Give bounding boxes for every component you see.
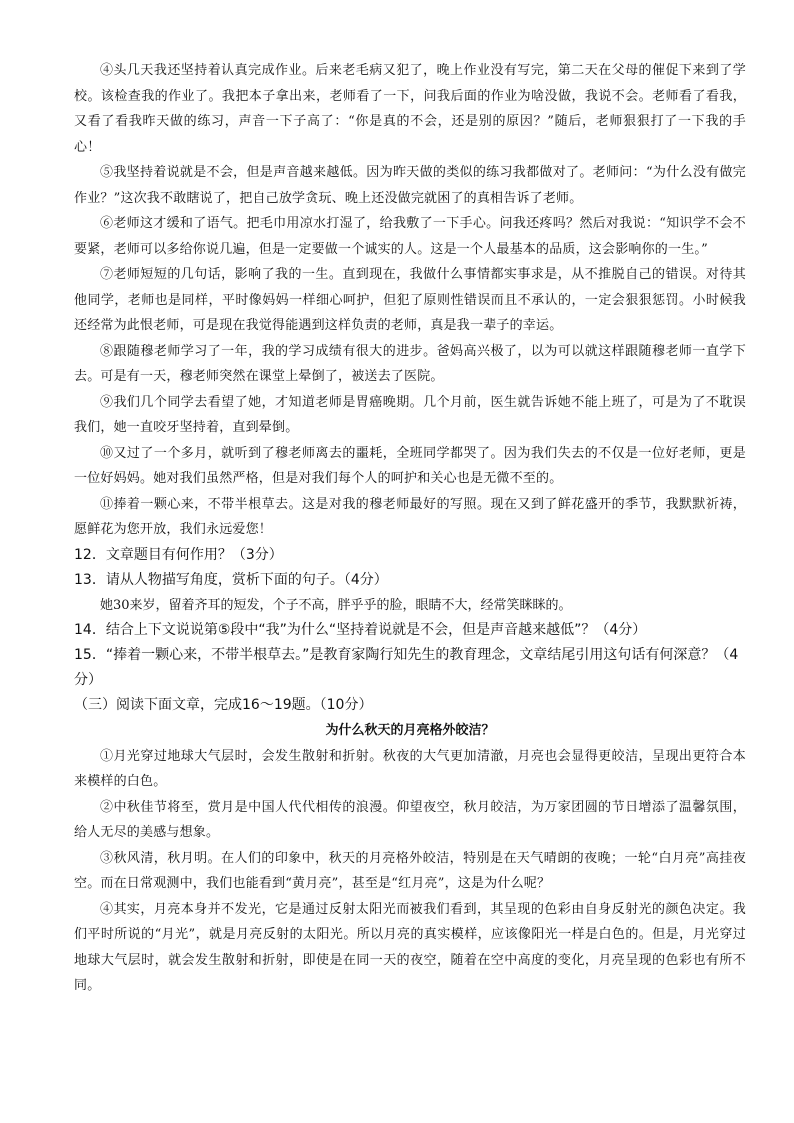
reading-passage xyxy=(74,58,746,543)
question-list xyxy=(74,543,746,693)
section-3-heading: （三）阅读下面文章，完成16～19题。（10分） xyxy=(74,696,373,713)
article-paragraph-1: ①月光穿过地球大气层时，会发生散射和折射。秋夜的大气更加清澈，月亮也会显得更皎洁，呈现出更符合本来模样的白色。 xyxy=(74,748,746,789)
section-3 xyxy=(74,693,746,999)
paragraph-7: ⑦老师短短的几句话，影响了我的一生。直到现在，我做什么事情都实事求是，从不推脱自己的错误。对待其他同学，老师也是同样，平时像妈妈一样细心呵护，但犯了原则性错误而且不承认的，一定会狠狠惩罚。小时候我还经常为此恨老师，可是现在我觉得能遇到这样负责的老师，真是我一辈子的幸运。 xyxy=(74,267,746,333)
article-paragraph-4: ④其实，月亮本身并不发光，它是通过反射太阳光而被我们看到，其呈现的色彩由自身反射光的颜色决定。我们平时所说的“月光”，就是月亮反射的太阳光。所以月亮的真实模样，应该像阳光一样是白色的。但是，月光穿过地球大气层时，就会发生散射和折射，即使是在同一天的夜空，随着在空中高度的变化，月亮呈现的色彩也有所不同。 xyxy=(74,901,746,993)
question-14: 14．结合上下文说说第⑤段中“我”为什么“坚持着说就是不会，但是声音越来越低”？（4分） xyxy=(74,621,647,638)
question-15: 15．“捧着一颗心来，不带半根草去。”是教育家陶行知先生的教育理念，文章结尾引用这句话有何深意？（4分） xyxy=(74,646,739,688)
paragraph-6: ⑥老师这才缓和了语气。把毛巾用凉水打湿了，给我敷了一下手心。问我还疼吗？然后对我说：“知识学不会不要紧，老师可以多给你说几遍，但是一定要做一个诚实的人。这是一个人最基本的品质，这会影响你的一生。” xyxy=(74,216,746,257)
paragraph-4: ④头几天我还坚持着认真完成作业。后来老毛病又犯了，晚上作业没有写完，第二天在父母的催促下来到了学校。该检查我的作业了。我把本子拿出来，老师看了一下，问我后面的作业为啥没做，我说不会。老师看了看我，又看了看我昨天做的练习，声音一下子高了：“你是真的不会，还是别的原因？”随后，老师狠狠打了一下我的手心！ xyxy=(74,63,746,155)
article-paragraph-2: ②中秋佳节将至，赏月是中国人代代相传的浪漫。仰望夜空，秋月皎洁，为万家团圆的节日增添了温馨氛围，给人无尽的美感与想象。 xyxy=(74,799,746,840)
question-13-quote: 她30来岁，留着齐耳的短发，个子不高，胖乎乎的脸，眼睛不大，经常笑眯眯的。 xyxy=(100,597,572,613)
question-13: 13．请从人物描写角度，赏析下面的句子。（4分） xyxy=(74,571,388,588)
paragraph-8: ⑧跟随穆老师学习了一年，我的学习成绩有很大的进步。爸妈高兴极了，以为可以就这样跟随穆老师一直学下去。可是有一天，穆老师突然在课堂上晕倒了，被送去了医院。 xyxy=(74,343,746,384)
exam-page xyxy=(74,58,746,999)
question-12: 12．文章题目有何作用？（3分） xyxy=(74,546,283,563)
paragraph-11: ⑪捧着一颗心来，不带半根草去。这是对我的穆老师最好的写照。现在又到了鲜花盛开的季节，我默默祈祷，愿鲜花为您开放，我们永远爱您！ xyxy=(74,496,746,537)
article-title: 为什么秋天的月亮格外皎洁？ xyxy=(325,722,495,738)
paragraph-5: ⑤我坚持着说就是不会，但是声音越来越低。因为昨天做的类似的练习我都做对了。老师问：“为什么没有做完作业？”这次我不敢瞎说了，把自己放学贪玩、晚上还没做完就困了的真相告诉了老师。 xyxy=(74,165,746,206)
paragraph-10: ⑩又过了一个多月，就听到了穆老师离去的噩耗，全班同学都哭了。因为我们失去的不仅是一位好老师，更是一位好妈妈。她对我们虽然严格，但是对我们每个人的呵护和关心也是无微不至的。 xyxy=(74,445,746,486)
paragraph-9: ⑨我们几个同学去看望了她，才知道老师是胃癌晚期。几个月前，医生就告诉她不能上班了，可是为了不耽误我们，她一直咬牙坚持着，直到晕倒。 xyxy=(74,394,746,435)
article-paragraph-3: ③秋风清，秋月明。在人们的印象中，秋天的月亮格外皎洁，特别是在天气晴朗的夜晚；一轮“白月亮”高挂夜空。而在日常观测中，我们也能看到“黄月亮”，甚至是“红月亮”，这是为什么呢？ xyxy=(74,850,746,891)
